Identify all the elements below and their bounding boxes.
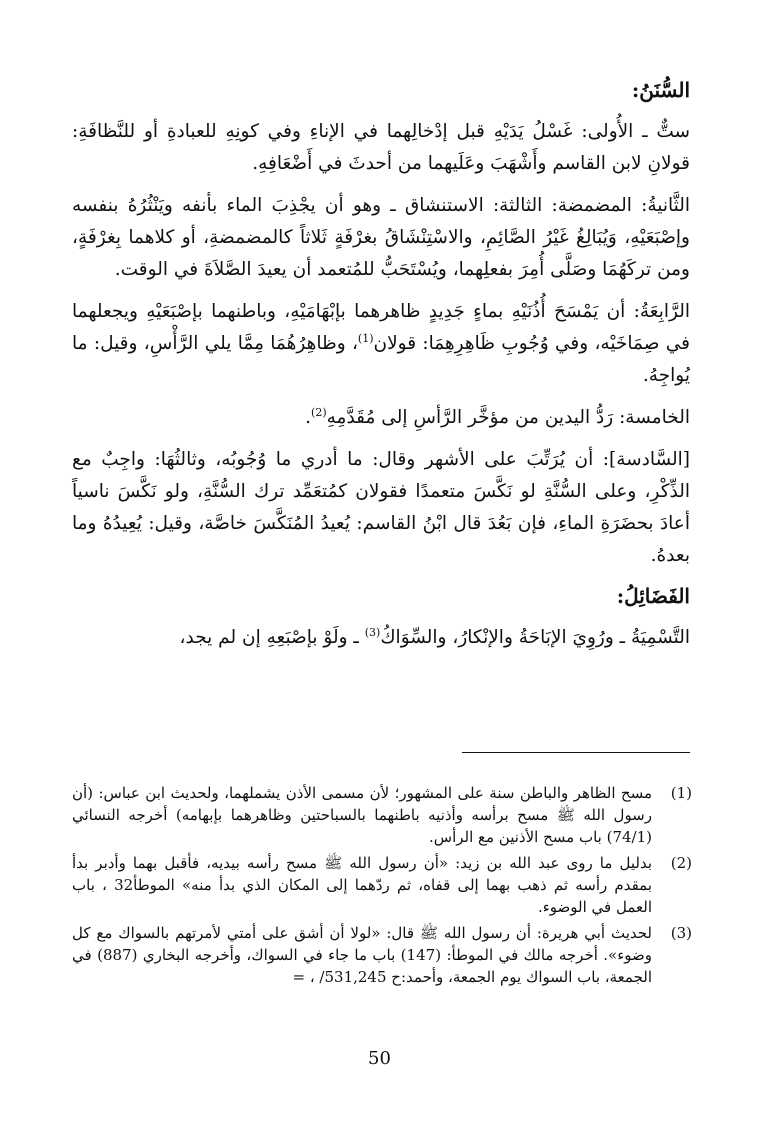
- paragraph-fadail-text-b: ـ ولَوْ بإصْبَعِهِ إن لم يجد،: [179, 627, 365, 648]
- paragraph-fifth-text-a: الخامسة: رَدُّ اليدين من مؤخَّر الرَّأسِ إلى مُقَدَّمِهِ: [326, 407, 690, 428]
- footnote-ref-2: (2): [311, 405, 327, 419]
- paragraph-fifth: [72, 402, 690, 434]
- footnote-ref-1: (1): [357, 331, 374, 345]
- paragraph-fourth-text-a: الرَّابِعَةُ: أن يَمْسَحَ أُذُنَيْهِ بماءٍ جَدِيدٍ ظاهرهما بإبْهَامَيْهِ، وباطنهما بإصْبَعَيْهِ ويجعلهما في صِمَاخَيْه، وفي وُجُوبِ ظَاهِرِهِمَا: قولان: [72, 301, 690, 354]
- footnote-text: مسح الظاهر والباطن سنة على المشهور؛ لأن مسمى الأذن يشملهما، ولحديث ابن عباس: (أن رسول الله ﷺ مسح برأسه وأذنيه باطنهما بالسباحتين وظاهرهما بإبهامه) أخرجه النسائي (74/1) باب مسح الأذنين مع الرأس.: [72, 784, 652, 846]
- footnotes: [72, 782, 692, 992]
- paragraph-fourth: [72, 296, 690, 392]
- paragraph-fadail-text-a: التَّسْمِيَةُ ـ ورُوِيَ الإبَاحَةُ والإنْكارُ، والسِّوَاكُ: [380, 627, 690, 648]
- footnote-item: [72, 852, 692, 918]
- footnote-text: لحديث أبي هريرة: أن رسول الله ﷺ قال: «لولا أن أشق على أمتي لأمرتهم بالسواك مع كل وضوء». أخرجه مالك في الموطأ: (147) باب ما جاء في السواك، وأخرجه البخاري (887) في الجمعة، باب السواك يوم الجمعة، وأحمد:ح 531,245/ ، =: [72, 924, 653, 986]
- paragraph-first-sunna: ستٌّ ـ الأُولى: غَسْلُ يَدَيْهِ قبل إدْخالِهما في الإناءِ وفي كونِهِ للعبادةِ أو للنَّظافَةِ: قولانِ لابن القاسم وأَشْهَبَ وعَلَيهما من أحدثَ في أَضْعَافِهِ.: [72, 121, 690, 174]
- footnote-text: بدليل ما روى عبد الله بن زيد: «أن رسول الله ﷺ مسح رأسه بيديه، فأقبل بهما وأدبر بدأ بمقدم رأسه ثم ذهب بهما إلى قفاه، ثم ردّهما إلى المكان الذي بدأ منه» الموطأ32 ، باب العمل في الوضوء.: [72, 854, 653, 916]
- footnote-number: (3): [670, 924, 692, 942]
- paragraph-fadail: [72, 622, 690, 654]
- paragraph-second-third: الثَّانيةُ: المضمضة: الثالثة: الاستنشاق ـ وهو أن يجْذِبَ الماء بأنفه ويَنْثُرُهُ بنفسه وإصْبَعَيْهِ، وَيُبَالِغُ غَيْرُ الصَّائِمِ، والاسْتِنْشَاقُ بغرْفَةٍ ثَلاثاً كالمضمضةِ، أو كلاهما بِغرْفَةٍ، ومن تركَهُمَا وصَلَّى أُمِرَ بفعلِهما، ويُسْتَحَبُّ للمُتعمد أن يعيدَ الصَّلاَةَ في الوقت.: [72, 195, 690, 280]
- footnote-item: [72, 922, 692, 988]
- footnote-separator: [462, 752, 690, 753]
- paragraph-fifth-text-b: .: [305, 407, 312, 428]
- footnote-ref-3: (3): [364, 625, 381, 639]
- footnote-number: (1): [670, 784, 692, 802]
- main-text: [72, 70, 690, 664]
- footnote-number: (2): [670, 854, 692, 872]
- footnote-item: [72, 782, 692, 848]
- page-number: 50: [368, 1048, 391, 1069]
- heading-fadail: الفَضَائِلُ:: [616, 584, 690, 608]
- paragraph-sixth: [السَّادسة]: أن يُرَتِّبَ على الأشهر وقال: ما أدري ما وُجُوبُه، وثالثُهَا: واجِبٌ مع الذِّكْرِ، وعلى السُّنَّةِ لو نَكَّسَ متعمدًا فقولان كمُتعَمِّد ترك السُّنَّةِ، ولو نَكَّسَ ناسياً أعادَ بحضَرَةِ الماءِ، فإن بَعُدَ قال ابْنُ القاسم: يُعيدُ المُنَكَّسَ خاصَّة، وقيل: يُعِيدُهُ وما بعدهُ.: [72, 449, 690, 566]
- paragraph-fourth-text-b: ، وظاهِرُهُمَا مِمَّا يلي الرَّأْسِ، وقيل: ما يُواجِهُ.: [72, 333, 690, 386]
- heading-sunan: السُّنَنُ:: [631, 78, 690, 102]
